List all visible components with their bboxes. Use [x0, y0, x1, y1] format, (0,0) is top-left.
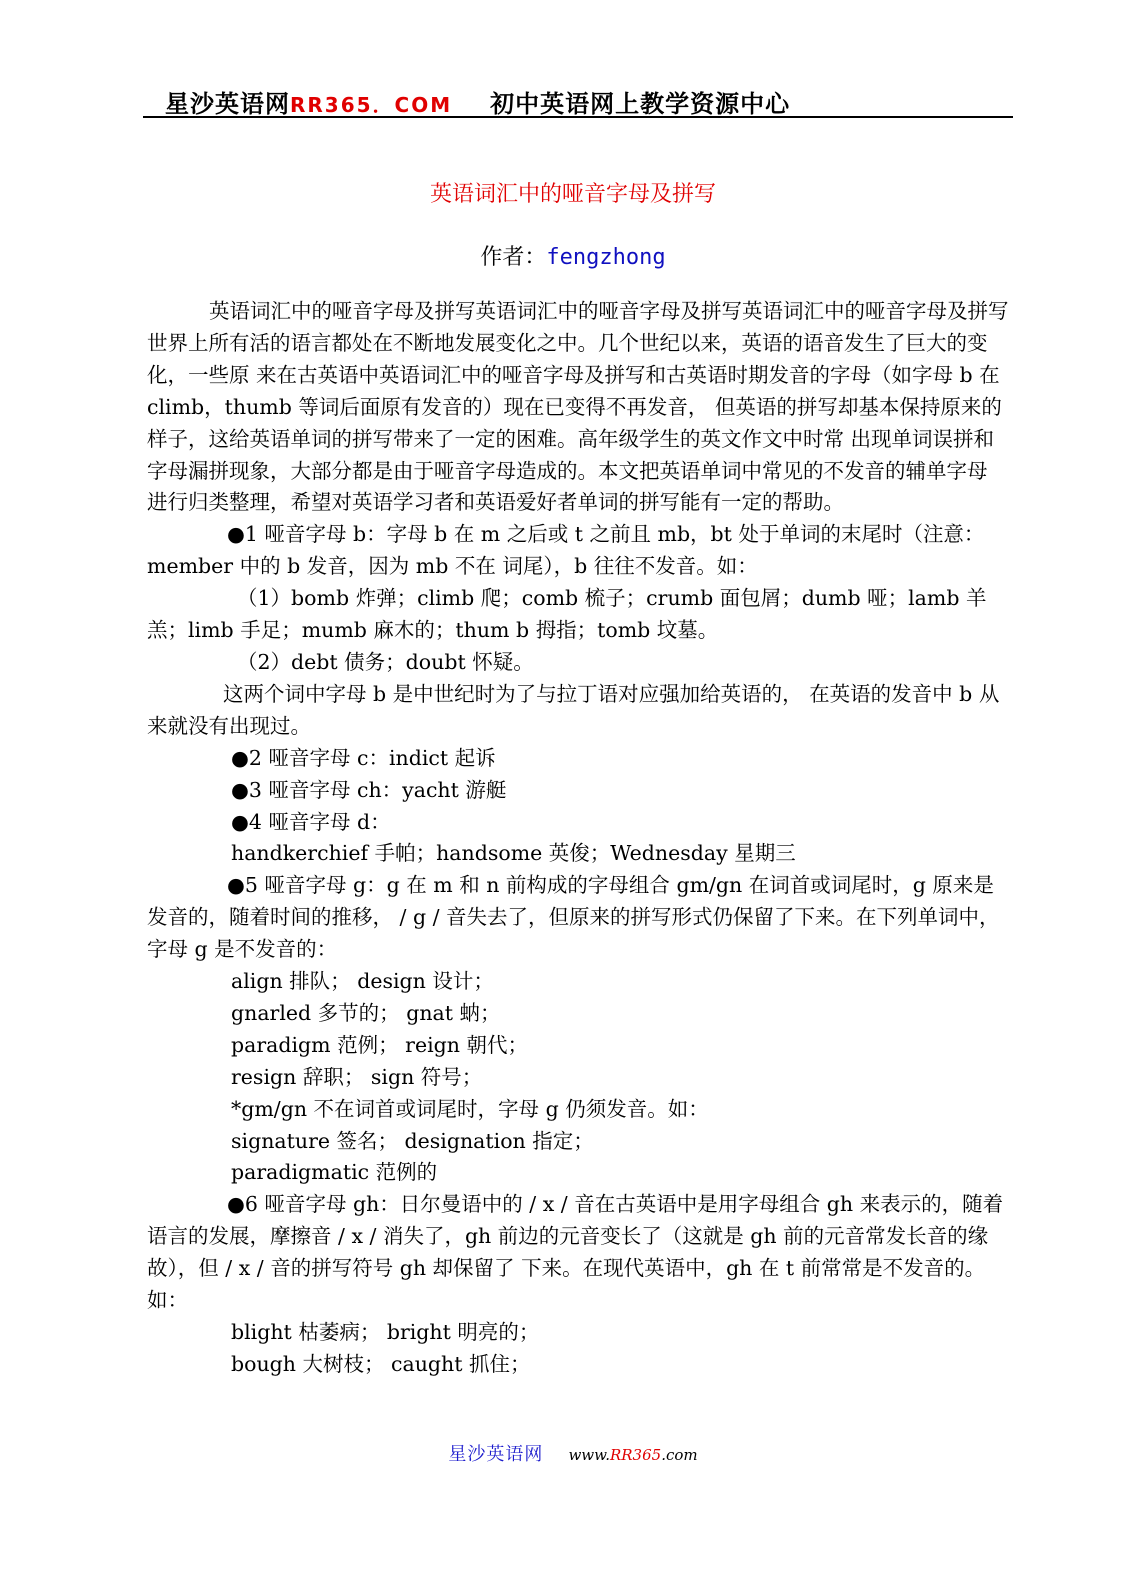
header-site-url: RR365．COM	[290, 93, 453, 117]
section-6-words-2: bough 大树枝； caught 抓住；	[231, 1351, 531, 1376]
section-5-words-5: signature 签名； designation 指定；	[231, 1128, 594, 1153]
footer-url-prefix: www.	[568, 1446, 610, 1464]
footer-url[interactable]	[568, 1446, 697, 1464]
header-tagline: 初中英语网上教学资源中心	[490, 90, 791, 118]
section-2-heading: ●2 哑音字母 c：indict 起诉	[231, 745, 496, 770]
section-6-words-1: blight 枯萎病； bright 明亮的；	[231, 1320, 540, 1344]
header-text	[165, 84, 790, 119]
section-3-heading: ●3 哑音字母 ch：yacht 游艇	[231, 777, 507, 802]
document-body	[147, 296, 1013, 1381]
section-6-heading: ●6 哑音字母 gh：日尔曼语中的 / x / 音在古英语中是用字母组合 gh 来表示的，随着语言的发展，摩擦音 / x / 消失了，gh 前边的元音变长了（这就是 gh 前的元音常发长音的缘故），但 / x / 音的拼写符号 gh 却保留了 下来。在现代英语中，gh 在 t 前常常是不发音的。如：	[147, 1192, 1004, 1313]
section-5-note: *gm/gn 不在词首或词尾时，字母 g 仍须发音。如：	[231, 1096, 709, 1121]
section-5-words-2: gnarled 多节的； gnat 蚋；	[231, 1000, 501, 1025]
document-title: 英语词汇中的哑音字母及拼写	[429, 182, 716, 207]
page-header	[143, 82, 1013, 118]
author-label: 作者：	[480, 245, 547, 270]
section-5-words-6: paradigmatic 范例的	[231, 1160, 438, 1185]
author-line	[0, 240, 1146, 271]
section-1-list-1: （1）bomb 炸弹；climb 爬；comb 梳子；crumb 面包屑；dumb 哑；lamb 羊羔；limb 手足；mumb 麻木的；thum b 拇指；tomb 坟墓。	[147, 586, 987, 643]
section-5-words-4: resign 辞职； sign 符号；	[231, 1064, 483, 1089]
section-1-heading: ●1 哑音字母 b：字母 b 在 m 之后或 t 之前且 mb，bt 处于单词的末尾时（注意：member 中的 b 发音，因为 mb 不在 词尾），b 往往不发音。如：	[147, 522, 985, 579]
intro-paragraph: 英语词汇中的哑音字母及拼写英语词汇中的哑音字母及拼写英语词汇中的哑音字母及拼写世界上所有活的语言都处在不断地发展变化之中。几个世纪以来，英语的语音发生了巨大的变化，一些原 来在古英语中英语词汇中的哑音字母及拼写和古英语时期发音的字母（如字母 b 在 climb，thumb 等词后面原有发音的）现在已变得不再发音， 但英语的拼写却基本保持原来的样子，这给英语单词的拼写带来了一定的困难。高年级学生的英文作文中时常 出现单词误拼和字母漏拼现象，大部分都是由于哑音字母造成的。本文把英语单词中常见的不发音的辅单字母 进行归类整理，希望对英语学习者和英语爱好者单词的拼写能有一定的帮助。	[147, 299, 1009, 515]
section-4-heading: ●4 哑音字母 d：	[231, 809, 391, 834]
author-name: fengzhong	[546, 245, 666, 270]
section-5-words-3: paradigm 范例； reign 朝代；	[231, 1032, 528, 1057]
section-1-note: 这两个词中字母 b 是中世纪时为了与拉丁语对应强加给英语的， 在英语的发音中 b 从来就没有出现过。	[147, 681, 1000, 738]
page-footer	[0, 1440, 1146, 1466]
section-4-words: handkerchief 手帕；handsome 英俊；Wednesday 星期三	[231, 841, 796, 866]
header-site-name: 星沙英语网	[165, 90, 290, 118]
footer-url-suffix: .com	[661, 1446, 698, 1464]
section-1-list-2: （2）debt 债务；doubt 怀疑。	[237, 649, 534, 674]
footer-site-name: 星沙英语网	[448, 1444, 544, 1465]
section-5-heading: ●5 哑音字母 g：g 在 m 和 n 前构成的字母组合 gm/gn 在词首或词尾时，g 原来是发音的，随着时间的推移， / g / 音失去了，但原来的拼写形式仍保留了下来。在下列单词中，字母 g 是不发音的：	[147, 873, 1000, 962]
footer-url-brand: RR365	[609, 1446, 662, 1464]
section-5-words-1: align 排队； design 设计；	[231, 969, 494, 994]
